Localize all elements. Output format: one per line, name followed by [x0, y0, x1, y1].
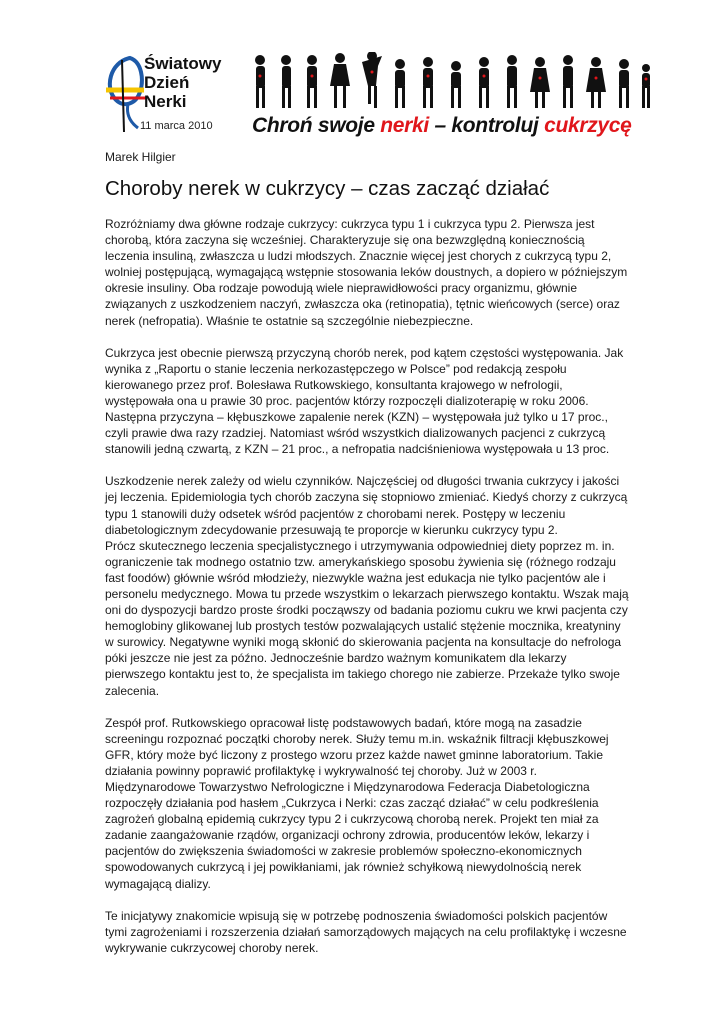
paragraph-4: Prócz skutecznego leczenia specjalistycznego i utrzymywania odpowiedniej diety poprzez m. in. ograniczenie tak modnego ostatnio tzw. amerykańskiego sposobu żywienia się (różnego rodzaju fast foodów) głównie wśród młodzieży, niezwykle ważna jest edukacja nie tylko pacjentów ale i personelu medycznego. Mowa tu przede wszystkim o lekarzach pierwszego kontaktu. Wszak mają oni do dyspozycji bardzo proste środki począwszy od badania poziomu cukru we krwi pacjenta czy hemoglobiny glikowanej lub prostych testów pozwalających ustalić stężenie mocznika, kreatyniny w surowicy. Negatywne wyniki mogą skłonić do skierowania pacjenta na konsultacje do nefrologa póki jeszcze nie jest za późno. Jednocześnie bardzo ważnym komunikatem dla lekarzy pierwszego kontaktu jest to, że specjalista im takiego chorego nie zabierze. Przekaże tylko swoje zalecenia. — [105, 538, 629, 698]
logo-line-1: Światowy — [144, 54, 222, 73]
paragraph-6: Te inicjatywy znakomicie wpisują się w potrzebę podnoszenia świadomości polskich pacjentów tymi zagrożeniami i rozszerzenia działań samorządowych mających na celu profilaktykę i wczesne wykrywanie cukrzycowej choroby nerek. — [105, 908, 627, 955]
page-header — [100, 48, 660, 148]
slogan-highlight-kidneys: nerki — [380, 114, 429, 137]
paragraph-2: Cukrzyca jest obecnie pierwszą przyczyną chorób nerek, pod kątem częstości występowania. Jak wynika z „Raportu o stanie leczenia nerkozastępczego w Polsce” pod redakcją zespołu kierowanego przez prof. Bolesława Rutkowskiego, konsultanta krajowego w nefrologii, występowała ona u prawie 30 proc. pacjentów którzy rozpoczęli dializoterapię w roku 2006. Następna przyczyna – kłębuszkowe zapalenie nerek (KZN) – występowała już tylko u 17 proc., czyli prawie dwa razy rzadziej. Natomiast wśród wszystkich dializowanych pacjenci z cukrzycą stanowili jedną czwartą, z KZN – 21 proc., a nefropatia nadciśnieniowa występowała u 13 proc. — [105, 345, 624, 457]
world-kidney-day-logo — [100, 48, 230, 138]
logo-line-3: Nerki — [144, 92, 187, 111]
slogan-part-2: – kontroluj — [428, 114, 545, 137]
article-body — [105, 216, 630, 972]
article-title: Choroby nerek w cukrzycy – czas zacząć działać — [105, 177, 550, 200]
paragraph-1: Rozróżniamy dwa główne rodzaje cukrzycy: cukrzyca typu 1 i cukrzyca typu 2. Pierwsza jest chorobą, która zaczyna się wcześniej. Charakteryzuje się ona bezwzględną koniecznością leczenia insuliną, zwłaszcza u ludzi młodszych. Znacznie więcej jest chorych z cukrzycą typu 2, wolniej postępującą, wymagającą wstępnie stosowania leków doustnych, a dopiero w późniejszym okresie insuliny. Oba rodzaje powodują wiele nieprawidłowości pracy organizmu, głównie związanych z uszkodzeniem naczyń, zwłaszcza oka (retinopatia), tętnic wieńcowych (serce) oraz nerek (nefropatia). Właśnie te ostatnie są szczególnie niebezpieczne. — [105, 217, 628, 328]
article-author: Marek Hilgier — [105, 150, 176, 164]
silhouettes-banner-icon — [250, 52, 655, 112]
logo-line-2: Dzień — [144, 73, 190, 92]
paragraph-3: Uszkodzenie nerek zależy od wielu czynników. Najczęściej od długości trwania cukrzycy i jakości jej leczenia. Epidemiologia tych chorób zaczyna się stopniowo zmieniać. Kiedyś chorzy z cukrzycą typu 1 stanowili duży odsetek wśród pacjentów z chorobami nerek. Postępy w leczeniu diabetologicznym zdecydowanie przesuwają te proporcje w kierunku cukrzycy typu 2. — [105, 474, 628, 537]
paragraph-5: Zespół prof. Rutkowskiego opracował listę podstawowych badań, które mogą na zasadzie screeningu rozpoznać początki choroby nerek. Służy temu m.in. wskaźnik filtracji kłębuszkowej GFR, który może być liczony z prostego wzoru przez każde nawet gminne laboratorium. Takie działania powinny poprawić profilaktykę i wykrywalność tej choroby. Już w 2003 r. Międzynarodowe Towarzystwo Nefrologiczne i Międzynarodowa Federacja Diabetologiczna rozpoczęły działania pod hasłem „Cukrzyca i Nerki: czas zacząć działać” w celu podkreślenia zagrożeń globalną epidemią cukrzycy typu 2 i cukrzycową chorobą nerek. Projekt ten miał za zadanie zaangażowanie rządów, organizacji ochrony zdrowia, producentów leków, lekarzy i pacjentów do zwiększenia świadomości w zakresie problemów społeczno-ekonomicznych spowodowanych cukrzycą i jej powikłaniami, jak również schyłkową niewydolnością nerek wymagającą dializy. — [105, 715, 609, 891]
slogan-part-1: Chroń swoje — [252, 114, 381, 137]
logo-date: 11 marca 2010 — [140, 120, 213, 132]
slogan-highlight-diabetes: cukrzycę — [544, 114, 632, 137]
campaign-slogan — [252, 114, 632, 138]
